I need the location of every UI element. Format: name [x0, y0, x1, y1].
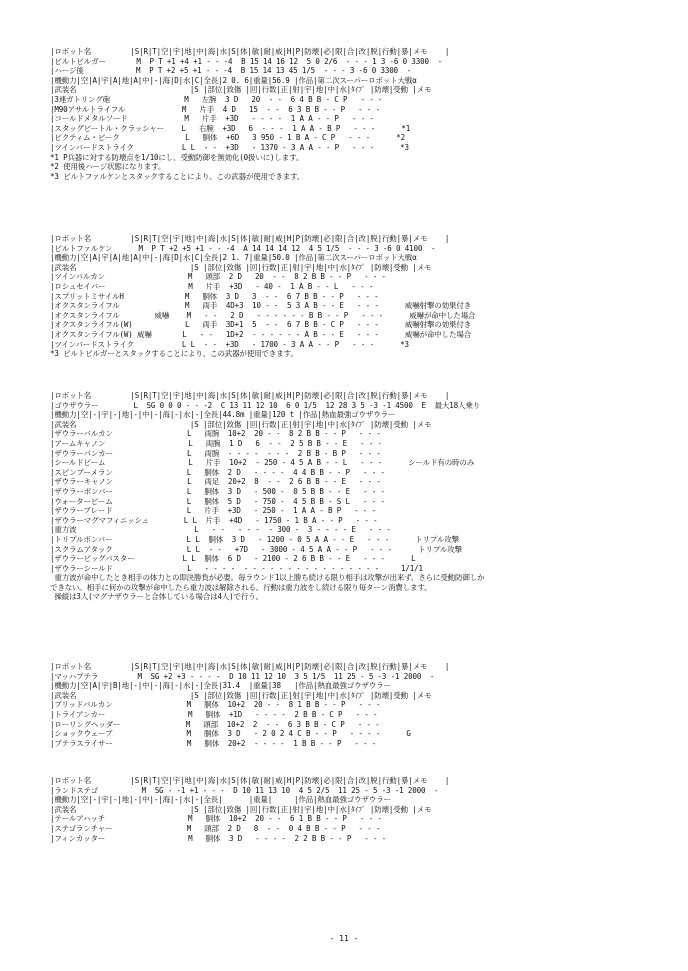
weapon-row: |ザウラーブレード L 片手 +3D - 250 - 1 A A - B P - - - — [50, 506, 377, 516]
weapon-row: |ウォータービーム L 胴体 5 D - 750 - 4 5 B B - S L - - - — [50, 496, 385, 506]
weapon-row: |オクスタンライフル 威嚇 M - - 2 D - - - - - - B B - - P - - - 威嚇が命中した場合 — [50, 310, 476, 320]
robot-stats-row: |マッハプテラ M SG +2 +3 - - - - D 10 11 12 10 3 5 1/5 11 25 - 5 -3 -1 2000 - — [50, 671, 435, 681]
stat-header-row: |ロボット名 |S|R|T|空|宇|地|中|海|水|S|体|敏|耐|威|H|P|防壊|必|限|合|改|脱|行動|暴|メモ | — [50, 234, 450, 243]
robot-sheet-machpteragon — [50, 662, 640, 748]
weapon-row: |ザウラーマグマフィニッシュ L L 片手 +4D - 1750 - 1 B A - - P - - - — [50, 515, 378, 525]
weapon-row: |ツインバードストライク L L - - +3D - 1700 - 3 A A - - P - - - *3 — [50, 339, 409, 349]
weapon-row: |3連ガトリング砲 M 左腕 3 D 20 - - 6 4 B B - C P - - - — [50, 94, 383, 104]
weapon-header-row: |武装名 |S |部位|致傷 |回|行数|正|射|宇|地|中|水|ﾀｲﾌﾟ |防壊|受動 |メモ — [50, 804, 432, 814]
mobility-row: |機動力|空|A|宇|B|地|-|中|-|海|-|水|-|全長|31.4 |重量|38 |作品|熱血最強ゴウザウラー — [50, 681, 391, 691]
stat-header-row: |ロボット名 |S|R|T|空|宇|地|中|海|水|S|体|敏|耐|威|H|P|防壊|必|限|合|改|脱|行動|暴|メモ | — [50, 391, 450, 400]
stat-header-row: |ロボット名 |S|R|T|空|宇|地|中|海|水|S|体|敏|耐|威|H|P|防壊|必|限|合|改|脱|行動|暴|メモ | — [50, 47, 450, 56]
robot-sheet-biltfalken — [50, 234, 640, 359]
weapon-header-row: |武装名 |S |部位|致傷 |回|行数|正|射|宇|地|中|水|ﾀｲﾌﾟ |防壊|受動 |メモ — [50, 690, 432, 700]
mobility-row: |機動力|空|-|宇|-|地|-|中|-|海|-|水|-|全長|44.8m |重量|120 t |作品|熱血最強ゴウザウラー — [50, 410, 396, 420]
stat-header-row: |ロボット名 |S|R|T|空|宇|地|中|海|水|S|体|敏|耐|威|H|P|防壊|必|限|合|改|脱|行動|暴|メモ | — [50, 662, 450, 671]
weapon-row: |シールドビーム L 片手 10+2 - 250 - 4 5 A B - - L - - - シールド有の時のみ — [50, 458, 475, 468]
weapon-header-row: |武装名 |S |部位|致傷 |回|行数|正|射|宇|地|中|水|ﾀｲﾌﾟ |防壊|受動 |メモ — [50, 85, 432, 95]
robot-stats-row: |ランドステゴ M SG - -1 +1 - - - D 10 11 13 10 4 5 2/5 11 25 - 5 -3 -1 2000 - — [50, 785, 439, 795]
mobility-row: |機動力|空|-|宇|-|地|-|中|-|海|-|水|-|全長| |重量| |作品|熱血最強ゴウザウラー — [50, 795, 391, 805]
weapon-row: |ローリングヘッダー M 頭部 10+2 2 - - 6 3 B B - C P - - - — [50, 719, 380, 729]
weapon-row: |オクスタンライフル(W) 威嚇 L - - 1D+2 - - - - - - A B - - E - - - 威嚇が命中した場合 — [50, 329, 472, 339]
weapon-row: |オクスタンライフル(W) L 両手 3D+1 5 - - 6 7 B B - C P - - - 威嚇射撃の効果付き — [50, 320, 472, 330]
footnote: *3 ビルトビルガーとスタックすることにより、この武器が使用できます。 — [50, 349, 298, 359]
weapon-row: |ザウラーボンバー L 胴体 3 D - 500 - 0 5 B B - - E - - - — [50, 486, 385, 496]
weapon-row: |オクスタンライフル M 両手 4D+3 10 - - 5 3 A B - - E - - - 威嚇射撃の効果付き — [50, 301, 472, 311]
page-number: - 11 - — [329, 934, 359, 943]
weapon-row: |プテラスライサー M 胴体 20+2 - - - - 1 B B - - P - - - — [50, 738, 377, 748]
weapon-row: |スピンブーメラン L 胴体 2 D - - - - 4 4 B B - - P - - - — [50, 467, 385, 477]
weapon-row: |ショックウェーブ M 胴体 3 D - 2 0 2 4 C B - - P - - - - G — [50, 729, 411, 739]
note-line: 重力波が命中したとき相手の体力との即決勝負が必要。毎ラウンド1以上勝ち続ける限り相手は攻撃が出来ず、さらに受動防御しか — [50, 573, 485, 583]
weapon-row: |ザウラーキャノン L 両足 20+2 8 - - 2 6 B B - - E - - - — [50, 477, 381, 487]
robot-stats-row: |ゴウザウラー L SG 0 0 0 - - -2 C 13 11 12 10 6 0 1/5 12 28 3 5 -3 -1 4500 E 最大18人乗り — [50, 400, 481, 410]
weapon-row: |テールアハッチ M 胴体 10+2 20 - - 6 1 B B - - P - - - — [50, 814, 382, 824]
robot-stats-row: |ハージ後 M P T +2 +5 +1 - - -4 B 15 14 13 45 1/5 - - - 3 -6 0 3300 - — [50, 66, 412, 76]
weapon-row: |重力波 L - - - - - - 300 - 3 - - - - E - - - — [50, 525, 391, 535]
weapon-row: |トリプルボンバー L L 胴体 3 D - 1200 - 0 5 A A - - E - - - トリプル攻撃 — [50, 534, 459, 544]
footnote: *2 使用後ハージ状態になります。 — [50, 162, 166, 172]
weapon-row: |フィンカッター M 胴体 3 D - - - - 2 2 B B - - P - - - — [50, 833, 387, 843]
weapon-row: |ザウラーバルカン L 両腕 10+2 20 - - 8 2 B B - - P - - - — [50, 429, 381, 439]
weapon-row: |ザウラーシールド L - - - - - - - - - - - - - - - - - - - - 1/1/1 — [50, 563, 423, 573]
weapon-row: |スクラムアタック L L - - +7D - 3000 - 4 5 A A - - P - - - トリプル攻撃 — [50, 544, 462, 554]
robot-sheet-landstego — [50, 776, 640, 843]
mobility-row: |機動力|空|A|宇|A|地|A|中|-|海|D|水|C|全長|2 0. 6|重量|56.9 |作品|第二次スーパーロボット大戦α — [50, 75, 417, 85]
stat-header-row: |ロボット名 |S|R|T|空|宇|地|中|海|水|S|体|敏|耐|威|H|P|防壊|必|限|合|改|脱|行動|暴|メモ | — [50, 776, 450, 785]
robot-sheet-gozaurer — [50, 391, 640, 602]
weapon-row: |アームキャノン L 両腕 1 D 6 - - 2 5 B B - - E - - - — [50, 438, 382, 448]
mobility-row: |機動力|空|A|宇|A|地|A|中|-|海|D|水|C|全長|2 1. 7|重量|50.0 |作品|第二次スーパーロボット大戦α — [50, 253, 417, 263]
weapon-row: |ステゴランチャー M 頭部 2 D 8 - - 0 4 B B - - P - - - — [50, 823, 381, 833]
note-line: 操縦は3人(マグナザウラーと合体している場合は4人)で行う。 — [50, 592, 263, 602]
weapon-row: |トライアンカー M 胴体 +1D - - - - 2 B B - C P - - - — [50, 709, 378, 719]
weapon-row: |ツインバルカン M 頭部 2 D 20 - - 8 2 B B - - P - - - — [50, 272, 386, 282]
weapon-row: |ブリッドバルカン M 胴体 10+2 20 - - 8 1 B B - - P - - - — [50, 700, 381, 710]
weapon-row: |スタッグビートル・クラッシャー L 右腕 +3D 6 - - - 1 A A - B P - - - *1 — [50, 123, 411, 133]
weapon-row: |スプリットミサイルH M 胴体 3 D 3 - - 6 7 B B - - P - - - — [50, 291, 379, 301]
weapon-row: |ザウラービッグバスター L L 胴体 6 D - 2100 - 2 6 B B - - E - - - L — [50, 554, 416, 564]
robot-sheet-biltbilger — [50, 47, 640, 181]
weapon-row: |ツインバードストライク L L - - +3D - 1370 - 3 A A - - P - - - *3 — [50, 142, 409, 152]
footnote: *3 ビルトファルケンとスタックすることにより、この武器が使用できます。 — [50, 171, 305, 181]
weapon-row: |ロシュセイバー M 片手 +3D - 40 - 1 A B - - L - - - — [50, 281, 374, 291]
robot-stats-row: |ビルトビルガー M P T +1 +4 +1 - - -4 B 15 14 16 12 5 0 2/6 - - - 1 3 -6 0 3300 - — [50, 56, 442, 66]
footnote: *1 P兵器に対する防壊点を1/10にし、受動防御を無効化(0扱いに)します。 — [50, 152, 304, 162]
weapon-row: |M90アサルトライフル M 片手 4 D 15 - - 6 3 B B - - P - - - — [50, 104, 380, 114]
weapon-row: |ザウラーバンカー L 両腕 - - - - - - - 2 B B - B P - - - — [50, 448, 381, 458]
weapon-header-row: |武装名 |S |部位|致傷 |回|行数|正|射|宇|地|中|水|ﾀｲﾌﾟ |防壊|受動 |メモ — [50, 419, 432, 429]
note-line: できない。相手に何かの攻撃が命中したら重力波は解除される。行動は重力波をし続ける限り毎ターン消費します。 — [50, 582, 432, 592]
weapon-row: |ピクティム・ビーク L 胴体 +6D 3 950 - 1 B A - C P - - - *2 — [50, 133, 405, 143]
weapon-row: |コールドメタルソード M 片手 +3D - - - - 1 A A - - P - - - — [50, 114, 374, 124]
weapon-header-row: |武装名 |S |部位|致傷 |回|行数|正|射|宇|地|中|水|ﾀｲﾌﾟ |防壊|受動 |メモ — [50, 262, 432, 272]
robot-stats-row: |ビルトファルケン M P T +2 +5 +1 - - -4 A 14 14 14 12 4 5 1/5 - - - 3 -6 0 4100 - — [50, 243, 436, 253]
